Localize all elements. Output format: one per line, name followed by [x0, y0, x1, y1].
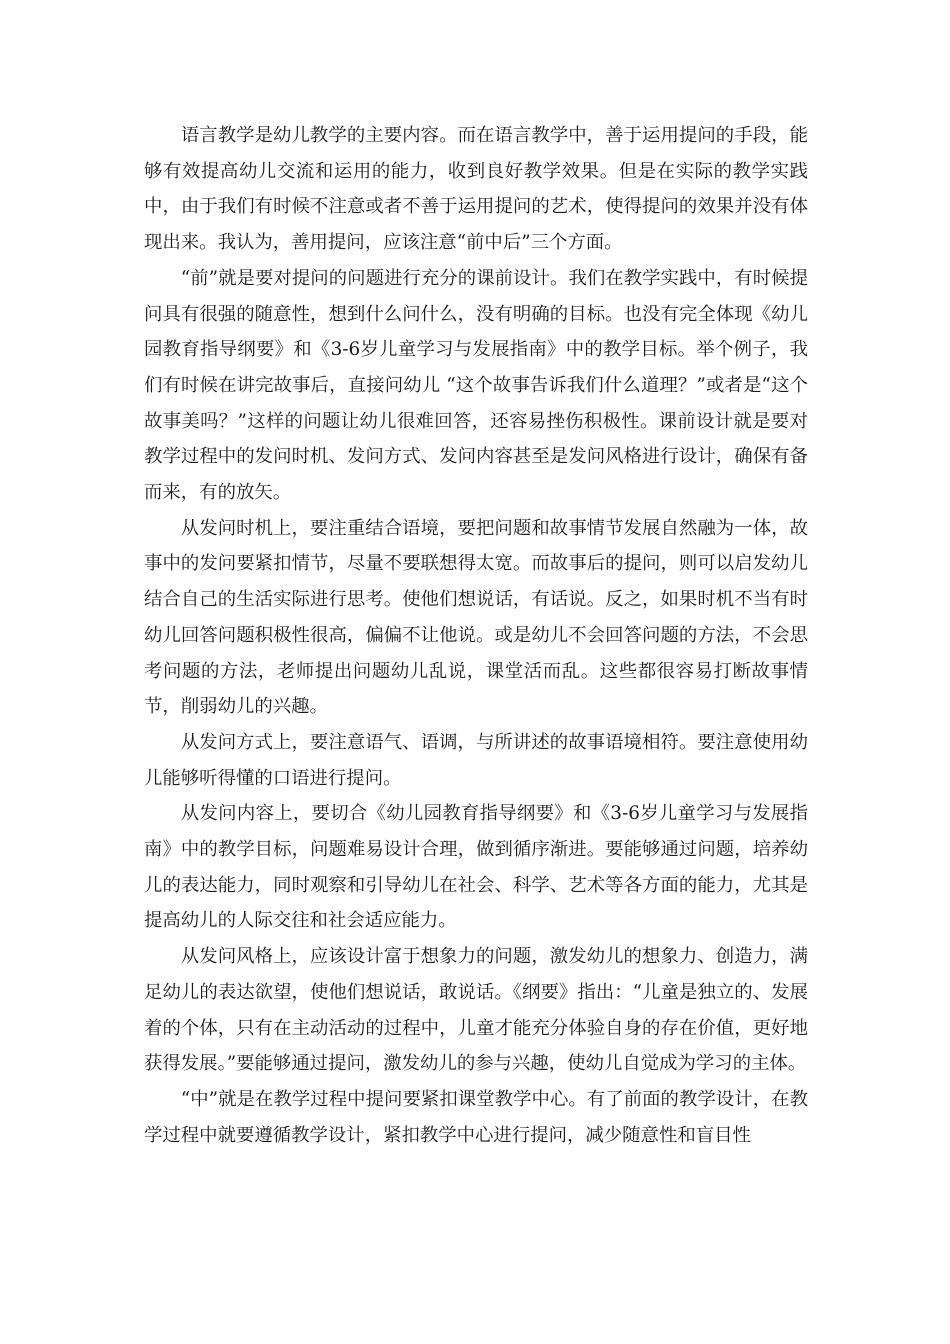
paragraph-5: 从发问内容上，要切合《幼儿园教育指导纲要》和《3-6岁儿童学习与发展指南》中的教学目标，问题难易设计合理，做到循序渐进。要能够通过问题，培养幼儿的表达能力，同时观察和引导幼儿在社会、科学、艺术等各方面的能力，尤其是提高幼儿的人际交往和社会适应能力。 — [144, 803, 808, 932]
paragraph-1: 语言教学是幼儿教学的主要内容。而在语言教学中，善于运用提问的手段，能够有效提高幼儿交流和运用的能力，收到良好教学效果。但是在实际的教学实践中，由于我们有时候不注意或者不善于运用提问的艺术，使得提问的效果并没有体现出来。我认为，善用提问，应该注意“前中后”三个方面。 — [144, 125, 808, 254]
paragraph-3: 从发问时机上，要注重结合语境，要把问题和故事情节发展自然融为一体，故事中的发问要紧扣情节，尽量不要联想得太宽。而故事后的提问，则可以启发幼儿结合自己的生活实际进行思考。使他们想说话，有话说。反之，如果时机不当有时幼儿回答问题积极性很高，偏偏不让他说。或是幼儿不会回答问题的方法，不会思考问题的方法，老师提出问题幼儿乱说，课堂活而乱。这些都很容易打断故事情节，削弱幼儿的兴趣。 — [144, 517, 808, 718]
paragraph-2: “前”就是要对提问的问题进行充分的课前设计。我们在教学实践中，有时候提问具有很强的随意性，想到什么问什么，没有明确的目标。也没有完全体现《幼儿园教育指导纲要》和《3-6岁儿童学习与发展指南》中的教学目标。举个例子，我们有时候在讲完故事后，直接问幼儿 “这个故事告诉我们什么道理？”或者是“这个故事美吗？”这样的问题让幼儿很难回答，还容易挫伤积极性。课前设计就是要对教学过程中的发问时机、发问方式、发问内容甚至是发问风格进行设计，确保有备而来，有的放矢。 — [144, 267, 808, 504]
paragraph-6: 从发问风格上，应该设计富于想象力的问题，激发幼儿的想象力、创造力，满足幼儿的表达欲望，使他们想说话，敢说话。《纲要》指出：“儿童是独立的、发展着的个体，只有在主动活动的过程中，儿童才能充分体验自身的存在价值，更好地获得发展。”要能够通过提问，激发幼儿的参与兴趣，使幼儿自觉成为学习的主体。 — [144, 946, 808, 1075]
paragraph-4: 从发问方式上，要注意语气、语调，与所讲述的故事语境相符。要注意使用幼儿能够听得懂的口语进行提问。 — [144, 731, 808, 789]
paragraph-7: “中”就是在教学过程中提问要紧扣课堂教学中心。有了前面的教学设计，在教学过程中就要遵循教学设计，紧扣教学中心进行提问，减少随意性和盲目性 — [144, 1088, 808, 1146]
document-body — [144, 118, 808, 1153]
